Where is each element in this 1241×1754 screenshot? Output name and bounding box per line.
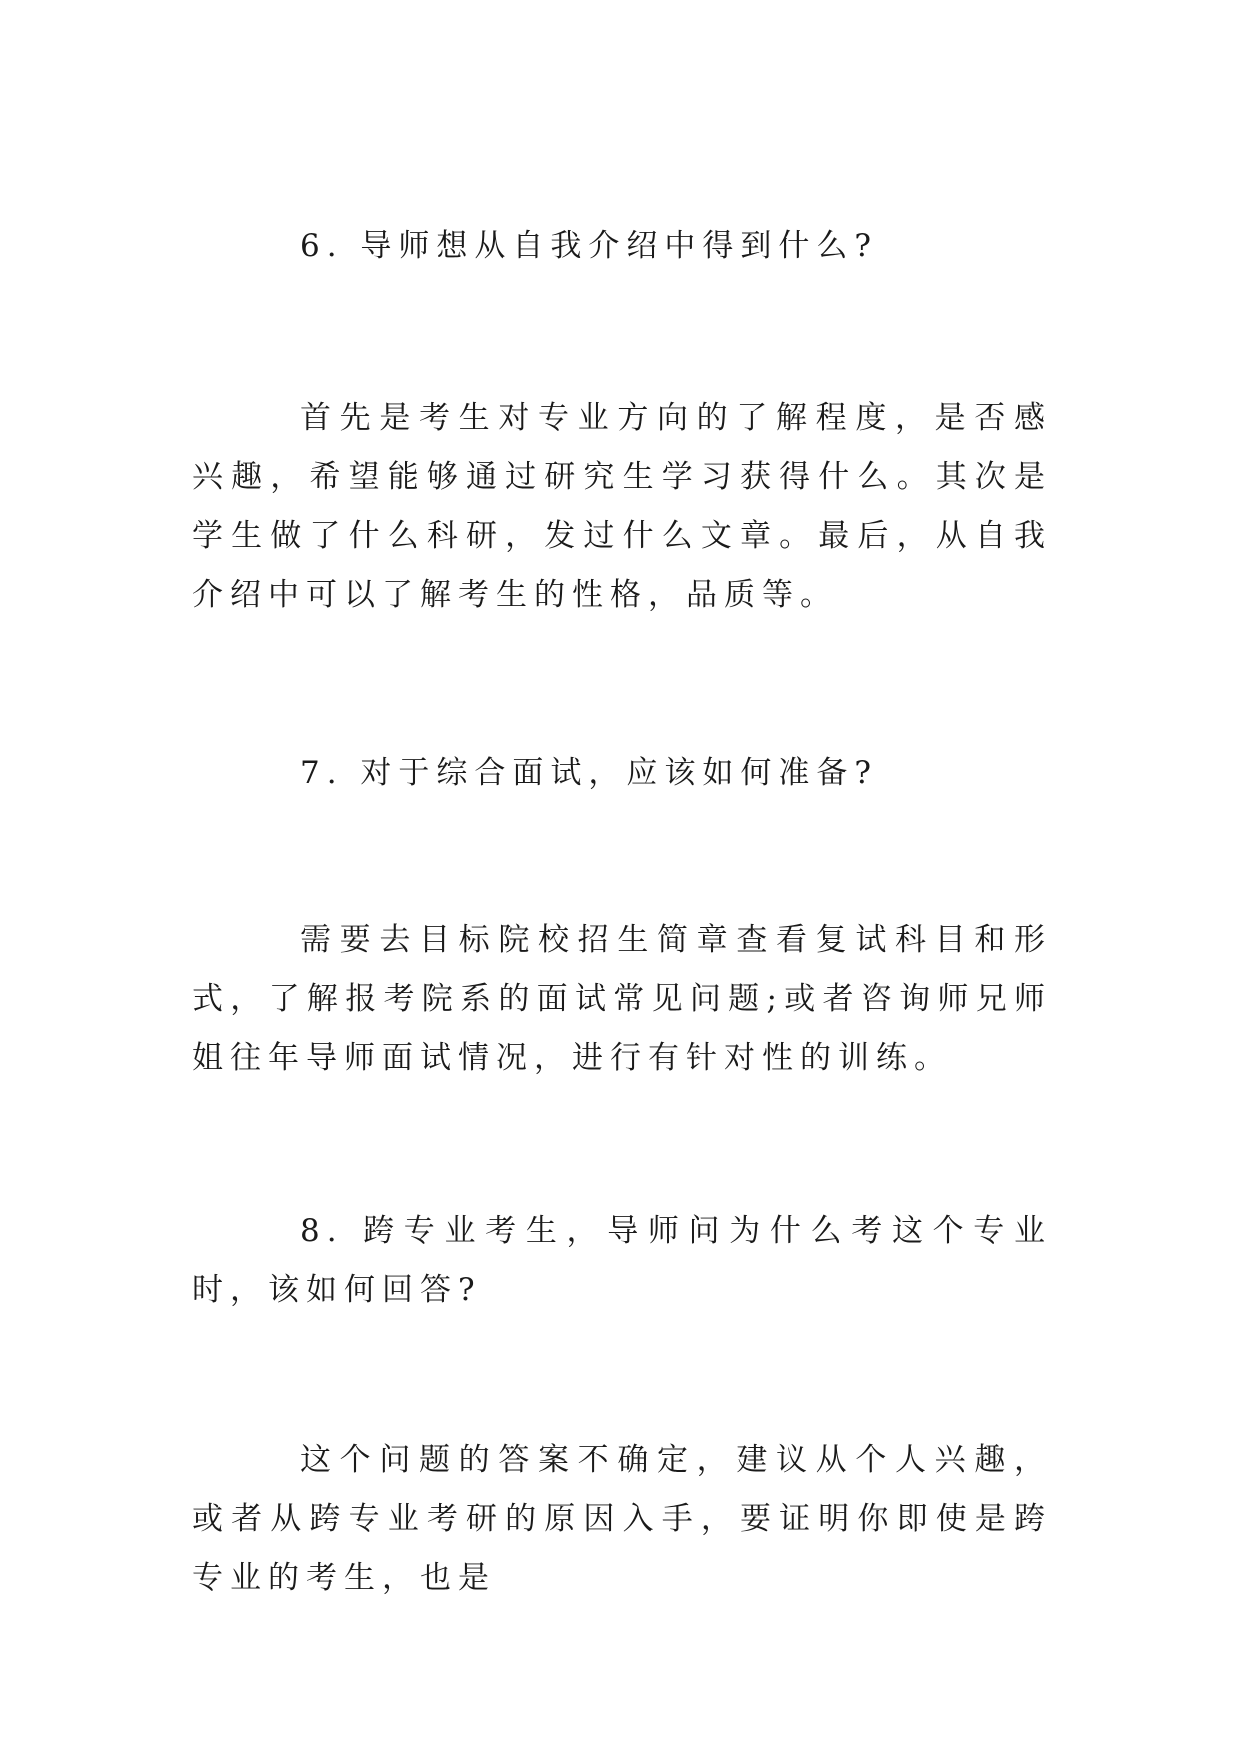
question-heading: 6. 导师想从自我介绍中得到什么?: [300, 228, 879, 264]
answer-paragraph: 需要去目标院校招生简章查看复试科目和形式，了解报考院系的面试常见问题;或者咨询师兄师姐往年导师面试情况，进行有针对性的训练。: [192, 922, 1052, 1076]
question-heading: 7. 对于综合面试，应该如何准备?: [300, 755, 879, 791]
question-heading: 8. 跨专业考生，导师问为什么考这个专业时，该如何回答?: [192, 1213, 1052, 1308]
answer-paragraph: 首先是考生对专业方向的了解程度，是否感兴趣，希望能够通过研究生学习获得什么。其次是学生做了什么科研，发过什么文章。最后，从自我介绍中可以了解考生的性格，品质等。: [192, 400, 1052, 613]
answer-paragraph: 这个问题的答案不确定，建议从个人兴趣，或者从跨专业考研的原因入手，要证明你即使是跨专业的考生，也是: [192, 1442, 1052, 1596]
